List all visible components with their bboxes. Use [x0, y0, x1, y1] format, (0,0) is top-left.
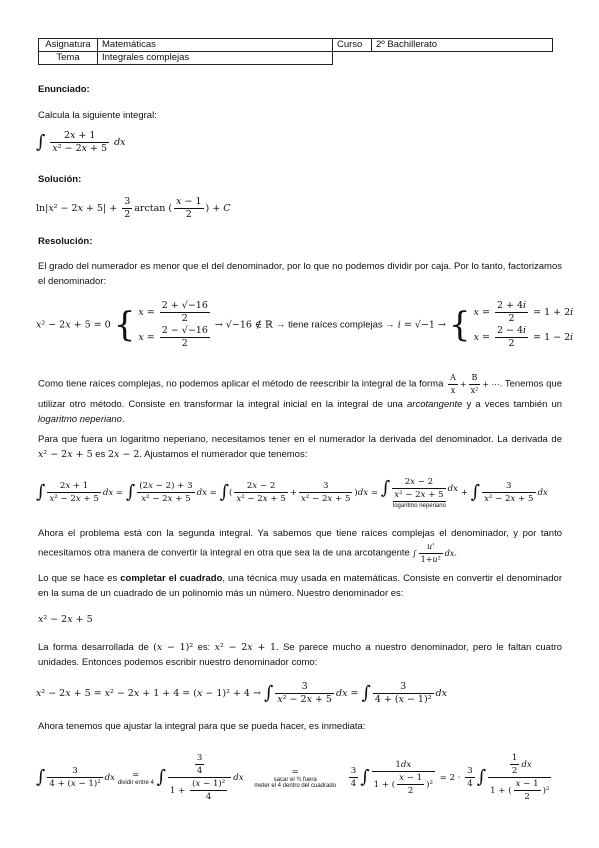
p6-part-c: . Se parece mucho a nuestro denominador, pero le faltan cuatro unidades. Entonces podemos escribir nuestro denominador como: [38, 642, 563, 668]
asignatura-value: Matemáticas [98, 39, 333, 52]
p3-part-c: . Ajustamos el numerador que tenemos: [139, 449, 308, 460]
p2-part-b: Tenemos que utilizar otro método. Consiste en transformar la integral inicial en la integral de una [38, 378, 562, 410]
p2-logaritmo: logaritmo neperiano [38, 414, 122, 425]
paragraph-7: Ahora tenemos que ajustar la integral para que se pueda hacer, es inmediata: [38, 721, 366, 732]
paragraph-6: La forma desarrollada de (x − 1)² es: x² − 2x + 1. Se parece mucho a nuestro denominador, pero le faltan cuatro unidades. Entonces podemos escribir nuestro denominador como: [38, 642, 563, 668]
log-neperiano-label: logaritmo neperiano [392, 503, 446, 509]
p6-part-b: es: [197, 642, 211, 653]
curso-value: 2º Bachillerato [372, 39, 553, 52]
p3-part-b: es [95, 449, 106, 460]
paragraph-2: Como tiene raíces complejas, no podemos aplicar el método de reescribir la integral de la forma $\frac{A}{x}$ + $\frac{B}{\text{x²}}$ + ⋯. Tenemos que utilizar otro método. Consiste en transformar la integral inicial en la integral de una arcotangente y a veces también un logaritmo neperiano. [38, 373, 563, 425]
asignatura-label: Asignatura [39, 39, 98, 52]
enunciado-text: Calcula la siguiente integral: [38, 110, 157, 121]
p5-completar-cuadrado: completar el cuadrado [120, 573, 223, 584]
p3-part-a: Para que fuera un logaritmo neperiano, necesitamos tener en el numerador la derivada del denominador. La derivada de [38, 434, 562, 445]
paragraph-1: El grado del numerador es menor que el del denominador, por lo que no podemos dividir por caja. Por lo tanto, factorizamos el denominador: [38, 261, 562, 287]
p5-part-c: , una técnica muy usada en matemáticas. Consiste en convertir el denominador en la suma de un cuadrado de un polinomio más un número. Nuestro denominador es: [38, 573, 562, 599]
p6-part-a: La forma desarrollada de [38, 642, 149, 653]
fuera-note: fuera [303, 776, 317, 783]
p2-part-d: y a veces también un [466, 399, 563, 410]
curso-label: Curso [333, 39, 372, 52]
p5-part-a: Lo que se hace es [38, 573, 118, 584]
enunciado-heading: Enunciado: [38, 84, 90, 95]
factorization-line: x² − 2x + 5 = 0 { x = $\frac{2 + √-16}{2}$ x = $\frac{2 - √-16}{2}$ → √−16 ∉ ℝ → tiene raíces complejas → i = √−1 → { x = $\frac{2 + 4i}{2}$ = 1 + 2i x = $\frac{2 - 4i}{2}$ = 1 − 2i [36, 300, 574, 349]
header-table [38, 38, 553, 65]
p2-part-a: Como tiene raíces complejas, no podemos aplicar el método de reescribir la integral de la forma [38, 378, 444, 390]
solucion-heading: Solución: [38, 174, 82, 185]
p2-arcotangente: arcotangente [407, 399, 463, 410]
paragraph-5 [38, 571, 562, 601]
tema-value: Integrales complejas [98, 52, 333, 65]
paragraph-3: Para que fuera un logaritmo neperiano, necesitamos tener en el numerador la derivada del denominador. La derivada de x² − 2x + 5 es 2x − 2. Ajustamos el numerador que tenemos: [38, 434, 562, 460]
numerator-adjust-line: ∫ $\frac{2x + 1}{\text{x² − 2x + 5}}$ dx = ∫ $\frac{(2x - 2) + 3}{\text{x² − 2x + 5}}$ dx = ∫( $\frac{2x - 2}{\text{x² − 2x + 5}}$ + $\frac{3}{\text{x² − 2x + 5}}$ )dx = ∫ $\frac{2x - 2}{\text{x² − 2x + 5}}$ dx logaritmo neperiano + ∫ $\frac{3}{\text{x² − 2x + 5}}$ dx [36, 477, 548, 509]
sacar-note: sacar el [273, 776, 295, 783]
solution-expression: ln|x² − 2x + 5| + $\frac{3}{2}$ arctan ( $\frac{x - 1}{2}$ ) + C [36, 196, 231, 220]
paragraph-4: Ahora el problema está con la segunda integral. Ya sabemos que tiene raíces complejas el denominador, y por tanto necesitamos otra manera de convertir la integral en otra que sea la de una arcotangente ∫ $\frac{u'}{\text{1+u²}}$ dx. [38, 528, 562, 564]
dividir-note: dividir entre 4 [117, 779, 154, 786]
denominator-expression: x² − 2x + 5 [38, 614, 93, 625]
resolucion-heading: Resolución: [38, 236, 93, 247]
complex-roots-note: → tiene raíces complejas → [275, 319, 395, 331]
integral-statement: ∫ $\frac{2x + 1}{\text{x² − 2x + 5}}$ dx [36, 130, 126, 154]
completed-square-line: x² − 2x + 5 = x² − 2x + 1 + 4 = (x − 1)² + 4 → ∫ $\frac{3}{\text{x² − 2x + 5}}$ dx = ∫ $\frac{3}{\text{4 + (x − 1)²}}$ dx [36, 681, 447, 705]
tema-label: Tema [39, 52, 98, 65]
meter-note: meter el 4 dentro del cuadrado [254, 782, 337, 789]
final-adjust-line: ∫ $\frac{3}{\text{4 + (x − 1)²}}$ dx = dividir entre 4 ∫ $\frac{3}{4}$ 1 + $\frac{\text{(x − 1)²}}{4}$ dx = sacar el ¾ fuera meter el 4 dentro del cuadrado $\frac{3}{4}$ ∫ 1dx 1 + ( $\frac{x - 1}{2}$ )² = 2 · $\frac{3}{4}$ ∫ $\frac{1}{2}$ dx 1 + ( $\frac{x - 1}{2}$ )² [36, 753, 550, 802]
p4-text: Ahora el problema está con la segunda integral. Ya sabemos que tiene raíces complejas el denominador, y por tanto necesitamos otra manera de convertir la integral en otra que sea la de una arcotangente [38, 528, 562, 559]
